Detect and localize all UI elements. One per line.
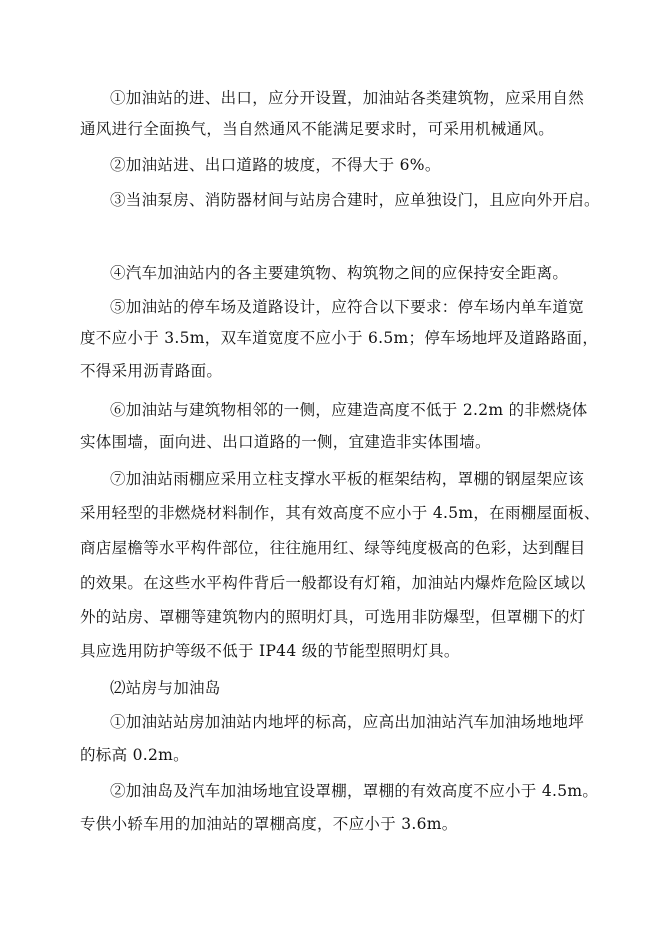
text-line: 通风进行全面换气，当自然通风不能满足要求时，可采用机械通风。: [80, 120, 555, 138]
text-line: ⑤加油站的停车场及道路设计，应符合以下要求：停车场内单车道宽: [110, 298, 585, 316]
text-line: 商店屋檐等水平构件部位，往往施用红、绿等纯度极高的色彩，达到醒目: [80, 539, 586, 557]
text-line: ②加油岛及汽车加油场地宜设罩棚，罩棚的有效高度不应小于 4.5m。: [110, 782, 599, 800]
text-line: 外的站房、罩棚等建筑物内的照明灯具，可选用非防爆型，但罩棚下的灯: [80, 608, 586, 626]
text-line: 的标高 0.2m。: [80, 746, 189, 764]
text-line: ⑥加油站与建筑物相邻的一侧，应建造高度不低于 2.2m 的非燃烧体: [110, 401, 588, 419]
text-line: ①加油站站房加油站内地坪的标高，应高出加油站汽车加油场地地坪: [110, 713, 585, 731]
text-line: 的效果。在这些水平构件背后一般都设有灯箱，加油站内爆炸危险区域以: [80, 574, 586, 592]
text-line: 实体围墙，面向进、出口道路的一侧，宜建造非实体围墙。: [80, 433, 491, 451]
text-line: ①加油站的进、出口，应分开设置，加油站各类建筑物，应采用自然: [110, 89, 585, 107]
text-line: ③当油泵房、消防器材间与站房合建时，应单独设门，且应向外开启。: [110, 191, 600, 209]
text-line: 不得采用沥青路面。: [80, 362, 223, 380]
section-heading: ⑵站房与加油岛: [110, 679, 221, 697]
text-line: ④汽车加油站内的各主要建筑物、构筑物之间的应保持安全距离。: [110, 264, 569, 282]
text-line: 度不应小于 3.5m，双车道宽度不应小于 6.5m；停车场地坪及道路路面，: [80, 329, 599, 347]
text-line: ②加油站进、出口道路的坡度，不得大于 6%。: [110, 156, 441, 174]
text-line: 具应选用防护等级不低于 IP44 级的节能型照明灯具。: [80, 642, 460, 660]
text-line: 采用轻型的非燃烧材料制作，其有效高度不应小于 4.5m，在雨棚屋面板、: [80, 504, 600, 522]
text-line: ⑦加油站雨棚应采用立柱支撑水平板的框架结构，罩棚的钢屋架应该: [110, 470, 585, 488]
text-line: 专供小轿车用的加油站的罩棚高度，不应小于 3.6m。: [80, 815, 458, 833]
